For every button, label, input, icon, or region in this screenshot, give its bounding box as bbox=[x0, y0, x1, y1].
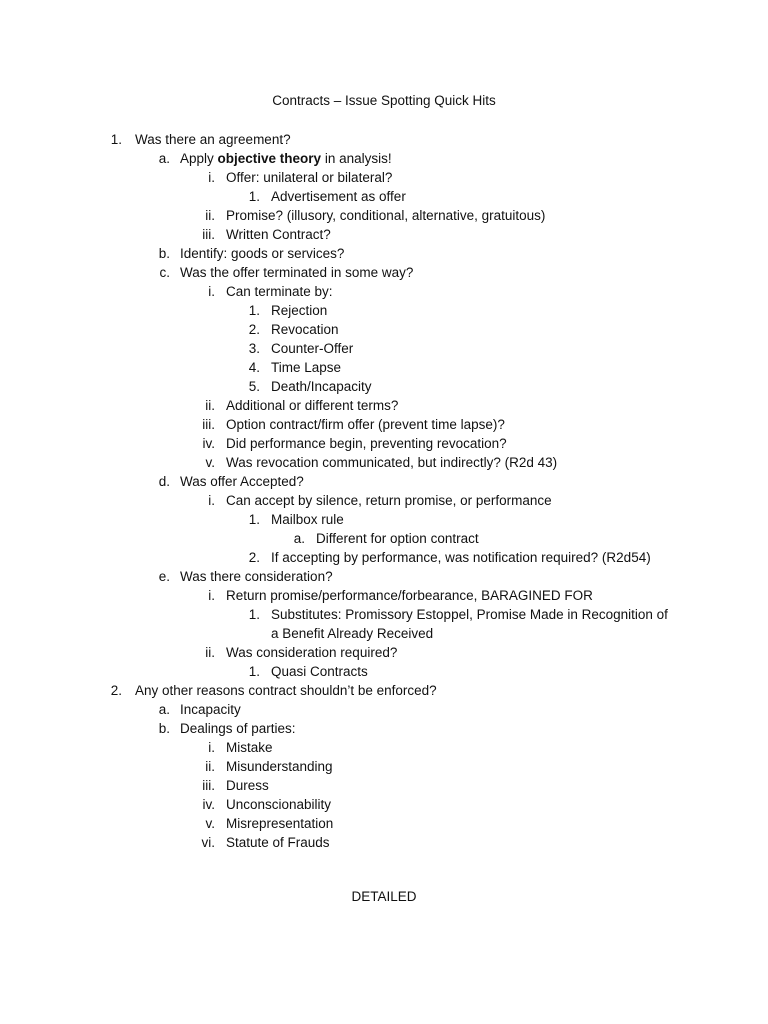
list-marker: 3. bbox=[248, 341, 260, 356]
list-marker: iii. bbox=[202, 227, 215, 242]
outline-item bbox=[0, 339, 768, 358]
list-marker: v. bbox=[205, 816, 215, 831]
outline-item-text: Incapacity bbox=[180, 702, 241, 717]
list-marker: 2. bbox=[248, 322, 260, 337]
list-marker: vi. bbox=[201, 835, 215, 850]
outline-item-text: Can accept by silence, return promise, or performance bbox=[226, 493, 552, 508]
outline-item bbox=[0, 396, 768, 415]
outline-item bbox=[0, 795, 768, 814]
outline-item bbox=[0, 453, 768, 472]
outline-item bbox=[0, 206, 768, 225]
outline-item bbox=[0, 320, 768, 339]
list-marker: ii. bbox=[205, 759, 215, 774]
outline-item bbox=[0, 757, 768, 776]
outline-item bbox=[0, 605, 768, 624]
outline-item bbox=[0, 529, 768, 548]
outline-item-text: Misunderstanding bbox=[226, 759, 333, 774]
outline-item-text: Rejection bbox=[271, 303, 328, 318]
outline-item-text: Unconscionability bbox=[226, 797, 332, 812]
outline-item-text: Was offer Accepted? bbox=[180, 474, 304, 489]
list-marker: 5. bbox=[248, 379, 260, 394]
outline-item bbox=[0, 586, 768, 605]
outline-item-text: Can terminate by: bbox=[226, 284, 333, 299]
text-segment: in analysis! bbox=[321, 151, 392, 166]
outline-item bbox=[0, 358, 768, 377]
list-marker: e. bbox=[158, 569, 170, 584]
emphasis-text: objective theory bbox=[217, 151, 322, 166]
outline-item-text: Quasi Contracts bbox=[271, 664, 368, 679]
outline-item bbox=[0, 434, 768, 453]
outline-item-text: Duress bbox=[226, 778, 269, 793]
outline-item bbox=[0, 130, 768, 149]
outline-item-text: Was revocation communicated, but indirectly? (R2d 43) bbox=[226, 455, 558, 470]
list-marker: iv. bbox=[202, 436, 215, 451]
list-marker: c. bbox=[159, 265, 170, 280]
outline-item bbox=[0, 567, 768, 586]
outline-item-text: a Benefit Already Received bbox=[271, 626, 434, 641]
outline-item bbox=[0, 643, 768, 662]
list-marker: 1. bbox=[248, 303, 260, 318]
outline-item-text: Promise? (illusory, conditional, alternative, gratuitous) bbox=[226, 208, 546, 223]
list-marker: a. bbox=[293, 531, 305, 546]
outline-item bbox=[0, 719, 768, 738]
outline-item-text: Revocation bbox=[271, 322, 339, 337]
outline-item bbox=[0, 833, 768, 852]
list-marker: i. bbox=[208, 588, 215, 603]
list-marker: i. bbox=[208, 170, 215, 185]
list-marker: a. bbox=[158, 702, 170, 717]
outline-item bbox=[0, 244, 768, 263]
outline-item bbox=[0, 662, 768, 681]
outline-item-text: Counter-Offer bbox=[271, 341, 354, 356]
outline-item-text: Was the offer terminated in some way? bbox=[180, 265, 414, 280]
outline-item-text: Mailbox rule bbox=[271, 512, 344, 527]
list-marker: i. bbox=[208, 740, 215, 755]
list-marker: 1. bbox=[248, 512, 260, 527]
outline-item-text: Different for option contract bbox=[316, 531, 479, 546]
outline-item-text: Statute of Frauds bbox=[226, 835, 330, 850]
outline-item-text: Any other reasons contract shouldn’t be enforced? bbox=[135, 683, 437, 698]
outline-item-text: Identify: goods or services? bbox=[180, 246, 345, 261]
outline-item-text: Misrepresentation bbox=[226, 816, 334, 831]
list-marker: 1. bbox=[110, 132, 122, 147]
outline-item bbox=[0, 681, 768, 700]
outline-item bbox=[0, 510, 768, 529]
outline-item-text: Advertisement as offer bbox=[271, 189, 406, 204]
outline-item-text: Was consideration required? bbox=[226, 645, 398, 660]
outline-item bbox=[0, 624, 768, 643]
outline-item-text bbox=[180, 149, 392, 168]
list-marker: iii. bbox=[202, 778, 215, 793]
outline-item-text: Was there an agreement? bbox=[135, 132, 291, 147]
outline-item-text: Written Contract? bbox=[226, 227, 331, 242]
outline-item-text: Dealings of parties: bbox=[180, 721, 296, 736]
list-marker: i. bbox=[208, 493, 215, 508]
outline-item-text: Time Lapse bbox=[271, 360, 342, 375]
outline-item bbox=[0, 282, 768, 301]
list-marker: 1. bbox=[248, 664, 260, 679]
list-marker: 1. bbox=[248, 607, 260, 622]
section-heading-detailed: DETAILED bbox=[351, 889, 417, 904]
outline-item-text: Additional or different terms? bbox=[226, 398, 399, 413]
outline-item-text: Mistake bbox=[226, 740, 273, 755]
list-marker: 2. bbox=[248, 550, 260, 565]
outline-item bbox=[0, 149, 768, 168]
outline-item bbox=[0, 472, 768, 491]
list-marker: iv. bbox=[202, 797, 215, 812]
list-marker: i. bbox=[208, 284, 215, 299]
outline-item bbox=[0, 814, 768, 833]
list-marker: ii. bbox=[205, 645, 215, 660]
outline-item bbox=[0, 187, 768, 206]
outline-item bbox=[0, 776, 768, 795]
list-marker: b. bbox=[158, 721, 170, 736]
issue-outline bbox=[0, 130, 768, 852]
list-marker: a. bbox=[158, 151, 170, 166]
page-title: Contracts – Issue Spotting Quick Hits bbox=[272, 93, 496, 108]
outline-item-text: Return promise/performance/forbearance, BARAGINED FOR bbox=[226, 588, 593, 603]
list-marker: 2. bbox=[110, 683, 122, 698]
outline-item bbox=[0, 301, 768, 320]
list-marker: ii. bbox=[205, 208, 215, 223]
outline-item bbox=[0, 738, 768, 757]
outline-item bbox=[0, 700, 768, 719]
list-marker: 4. bbox=[248, 360, 260, 375]
text-segment: Apply bbox=[180, 151, 218, 166]
outline-item-text: Death/Incapacity bbox=[271, 379, 372, 394]
outline-item-text: Did performance begin, preventing revocation? bbox=[226, 436, 507, 451]
outline-item bbox=[0, 168, 768, 187]
list-marker: d. bbox=[158, 474, 170, 489]
outline-item bbox=[0, 225, 768, 244]
list-marker: b. bbox=[158, 246, 170, 261]
outline-item bbox=[0, 377, 768, 396]
outline-item bbox=[0, 491, 768, 510]
outline-item-text: Substitutes: Promissory Estoppel, Promise Made in Recognition of bbox=[271, 607, 668, 622]
list-marker: 1. bbox=[248, 189, 260, 204]
outline-item bbox=[0, 415, 768, 434]
outline-item bbox=[0, 548, 768, 567]
list-marker: v. bbox=[205, 455, 215, 470]
outline-item-text: Offer: unilateral or bilateral? bbox=[226, 170, 393, 185]
list-marker: ii. bbox=[205, 398, 215, 413]
outline-item-text: If accepting by performance, was notification required? (R2d54) bbox=[271, 550, 651, 565]
outline-item bbox=[0, 263, 768, 282]
outline-item-text: Was there consideration? bbox=[180, 569, 333, 584]
outline-item-text: Option contract/firm offer (prevent time lapse)? bbox=[226, 417, 505, 432]
list-marker: iii. bbox=[202, 417, 215, 432]
